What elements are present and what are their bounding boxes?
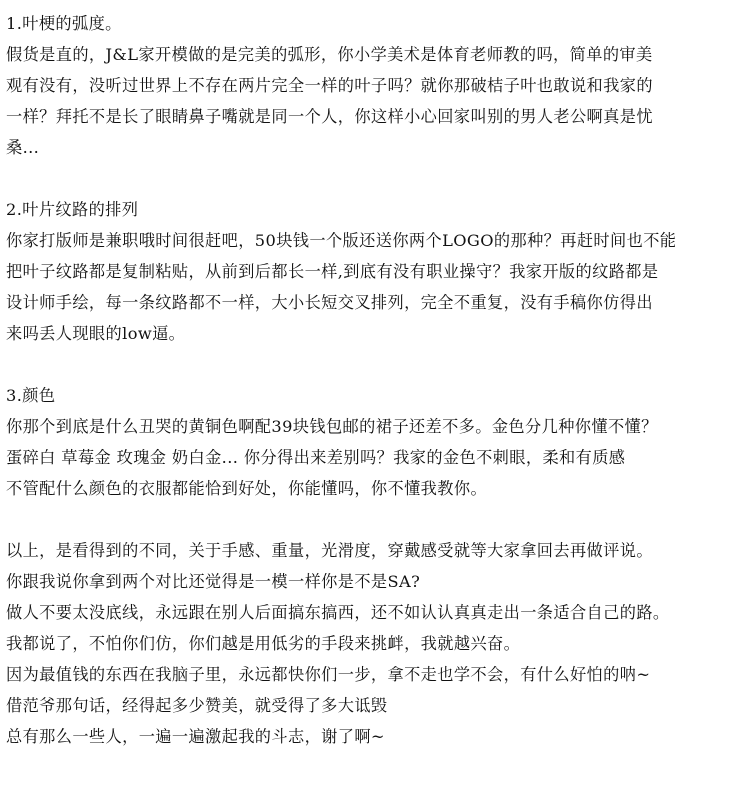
- paragraph-line: 我都说了，不怕你们仿，你们越是用低劣的手段来挑衅，我就越兴奋。: [6, 634, 521, 653]
- section-color: [6, 380, 750, 504]
- paragraph-line: 总有那么一些人，一遍一遍激起我的斗志，谢了啊~: [6, 727, 385, 746]
- blank-line: [6, 349, 750, 380]
- blank-line: [6, 163, 750, 194]
- paragraph-line: 不管配什么颜色的衣服都能恰到好处，你能懂吗，你不懂我教你。: [6, 479, 488, 498]
- paragraph-line: 观有没有，没听过世界上不存在两片完全一样的叶子吗？就你那破桔子叶也敢说和我家的: [6, 76, 653, 95]
- paragraph-line: 你跟我说你拿到两个对比还觉得是一模一样你是不是SA?: [6, 572, 421, 591]
- paragraph-line: 蛋碎白 草莓金 玫瑰金 奶白金... 你分得出来差别吗？我家的金色不刺眼，柔和有质感: [6, 448, 626, 467]
- blank-line: [6, 504, 750, 535]
- section-heading: 3.颜色: [6, 386, 56, 405]
- paragraph-line: 设计师手绘，每一条纹路都不一样，大小长短交叉排列，完全不重复，没有手稿你仿得出: [6, 293, 653, 312]
- document-body: [6, 8, 750, 752]
- section-leaf-texture: [6, 194, 750, 349]
- paragraph-line: 因为最值钱的东西在我脑子里，永远都快你们一步，拿不走也学不会，有什么好怕的呐~: [6, 665, 651, 684]
- section-heading: 2.叶片纹路的排列: [6, 200, 139, 219]
- paragraph-line: 你那个到底是什么丑哭的黄铜色啊配39块钱包邮的裙子还差不多。金色分几种你懂不懂？: [6, 417, 658, 436]
- paragraph-line: 来吗丢人现眼的low逼。: [6, 324, 186, 343]
- paragraph-line: 假货是直的，J&L家开模做的是完美的弧形，你小学美术是体育老师教的吗，简单的审美: [6, 45, 653, 64]
- closing-remarks: [6, 535, 750, 752]
- paragraph-line: 以上，是看得到的不同，关于手感、重量，光滑度，穿戴感受就等大家拿回去再做评说。: [6, 541, 653, 560]
- section-leaf-stem: [6, 8, 750, 163]
- section-heading: 1.叶梗的弧度。: [6, 14, 122, 33]
- paragraph-line: 桑...: [6, 138, 40, 157]
- paragraph-line: 借范爷那句话，经得起多少赞美，就受得了多大诋毁: [6, 696, 388, 715]
- paragraph-line: 把叶子纹路都是复制粘贴，从前到后都长一样,到底有没有职业操守？我家开版的纹路都是: [6, 262, 659, 281]
- paragraph-line: 一样？拜托不是长了眼睛鼻子嘴就是同一个人，你这样小心回家叫别的男人老公啊真是忧: [6, 107, 653, 126]
- paragraph-line: 做人不要太没底线，永远跟在别人后面搞东搞西，还不如认认真真走出一条适合自己的路。: [6, 603, 670, 622]
- paragraph-line: 你家打版师是兼职哦时间很赶吧，50块钱一个版还送你两个LOGO的那种？再赶时间也不能: [6, 231, 677, 250]
